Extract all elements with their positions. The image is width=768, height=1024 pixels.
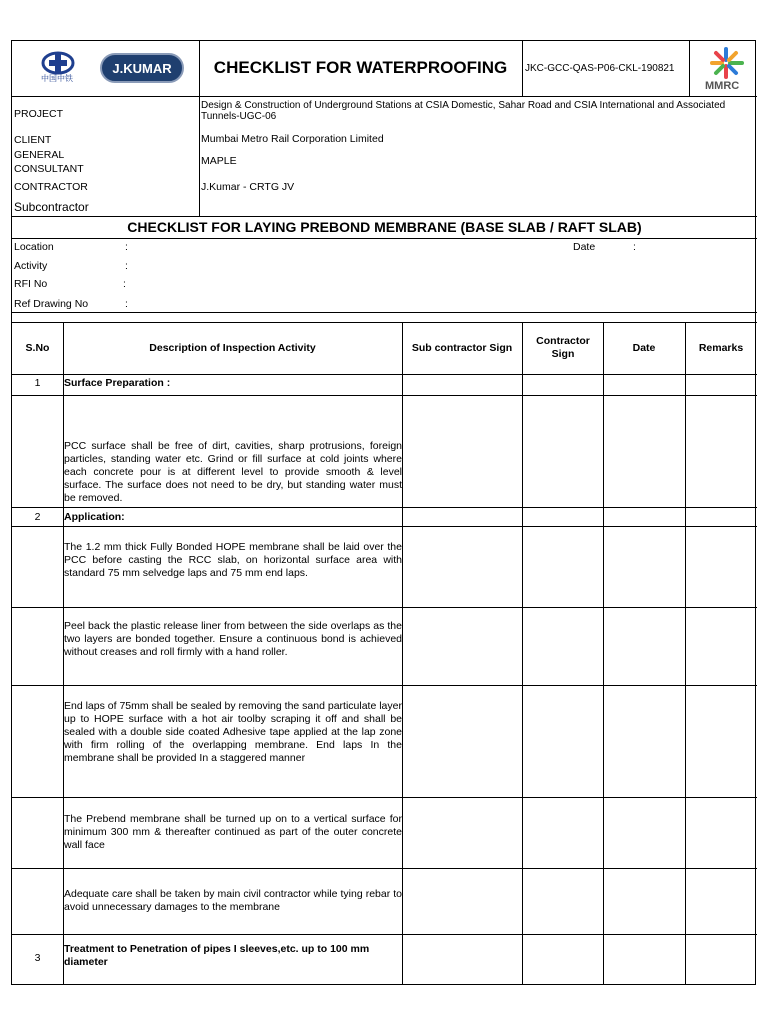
page-title: CHECKLIST FOR WATERPROOFING bbox=[213, 58, 508, 77]
header-description: Description of Inspection Activity bbox=[149, 342, 316, 354]
general-consultant-label: GENERAL CONSULTANT bbox=[14, 149, 84, 175]
subcontractor-label: Subcontractor bbox=[14, 200, 89, 214]
mmrc-logo-text: MMRC bbox=[705, 80, 740, 92]
jkumar-logo-text: J.KUMAR bbox=[112, 61, 172, 76]
jkumar-logo bbox=[100, 53, 184, 83]
location-colon: : bbox=[125, 241, 128, 253]
row-3-text: Application: bbox=[64, 511, 125, 523]
rfi-colon: : bbox=[123, 278, 126, 290]
row-9-text: Treatment to Penetration of pipes I sleeves,etc. up to 100 mm diameter bbox=[64, 943, 370, 968]
row-1-sno: 1 bbox=[34, 377, 41, 389]
section-title: CHECKLIST FOR LAYING PREBOND MEMBRANE (BASE SLAB / RAFT SLAB) bbox=[127, 219, 642, 235]
row-1-text: Surface Preparation : bbox=[64, 377, 171, 389]
mmrc-star-icon bbox=[702, 46, 754, 80]
rfi-label: RFI No bbox=[14, 278, 48, 290]
crcc-emblem-icon bbox=[40, 51, 76, 75]
ref-drawing-colon: : bbox=[125, 298, 128, 310]
contractor-label: CONTRACTOR bbox=[14, 181, 88, 193]
project-label: PROJECT bbox=[14, 108, 64, 120]
project-value: Design & Construction of Underground Stations at CSIA Domestic, Sahar Road and CSIA International and Associated Tunnels-UGC-06 bbox=[201, 100, 726, 122]
row-6-text: End laps of 75mm shall be sealed by removing the sand particulate layer up to HOPE surface with a hot air toolby scraping it off and shall be sealed with a double side coated Adhesive tape applied at the lap zone with firm rolling of the overlapping membrane. End laps In the membrane shall be provided In a staggered manner bbox=[64, 700, 402, 764]
header-contractor-sign: Contractor Sign bbox=[536, 335, 590, 360]
contractor-value: J.Kumar - CRTG JV bbox=[201, 181, 295, 193]
checklist-sheet bbox=[11, 40, 756, 985]
location-label: Location bbox=[14, 241, 54, 253]
row-4-text: The 1.2 mm thick Fully Bonded HOPE membrane shall be laid over the PCC before casting the RCC slab, on horizontal surface area with standard 75 mm selvedge laps and 75 mm end laps. bbox=[64, 541, 402, 579]
client-label: CLIENT bbox=[14, 134, 52, 146]
row-3-sno: 2 bbox=[34, 511, 41, 523]
ref-drawing-label: Ref Drawing No bbox=[14, 298, 89, 310]
crcc-logo bbox=[40, 51, 76, 87]
row-7-text: The Prebend membrane shall be turned up on to a vertical surface for minimum 300 mm & thereafter continued as part of the outer concrete wall face bbox=[64, 813, 402, 851]
activity-label: Activity bbox=[14, 260, 48, 272]
header-subcontractor-sign: Sub contractor Sign bbox=[411, 342, 513, 354]
client-value: Mumbai Metro Rail Corporation Limited bbox=[201, 133, 384, 145]
activity-colon: : bbox=[125, 260, 128, 272]
header-remarks: Remarks bbox=[698, 342, 744, 354]
general-consultant-value: MAPLE bbox=[201, 155, 237, 167]
row-5-text: Peel back the plastic release liner from between the side overlaps as the two layers are bonded together. Ensure a continuous bond is achieved without creases and roll firmly with a hand roller. bbox=[64, 620, 402, 658]
row-8-text: Adequate care shall be taken by main civil contractor while tying rebar to avoid unnecessary damages to the membrane bbox=[64, 888, 402, 913]
crcc-logo-text: 中国中铁 bbox=[41, 74, 73, 83]
date-label: Date bbox=[573, 241, 596, 253]
row-9-sno: 3 bbox=[34, 952, 41, 964]
header-date: Date bbox=[632, 342, 656, 354]
header-sno: S.No bbox=[25, 342, 50, 354]
mmrc-logo bbox=[702, 46, 754, 93]
row-2-text: PCC surface shall be free of dirt, cavities, sharp protrusions, foreign particles, standing water etc. Grind or fill surface at cold joints where each concrete pour is at different level to provide smooth & level surface. The surface does not need to be dry, but standing water must be removed. bbox=[64, 440, 402, 504]
date-colon: : bbox=[633, 241, 636, 253]
document-code: JKC-GCC-QAS-P06-CKL-190821 bbox=[525, 63, 675, 74]
